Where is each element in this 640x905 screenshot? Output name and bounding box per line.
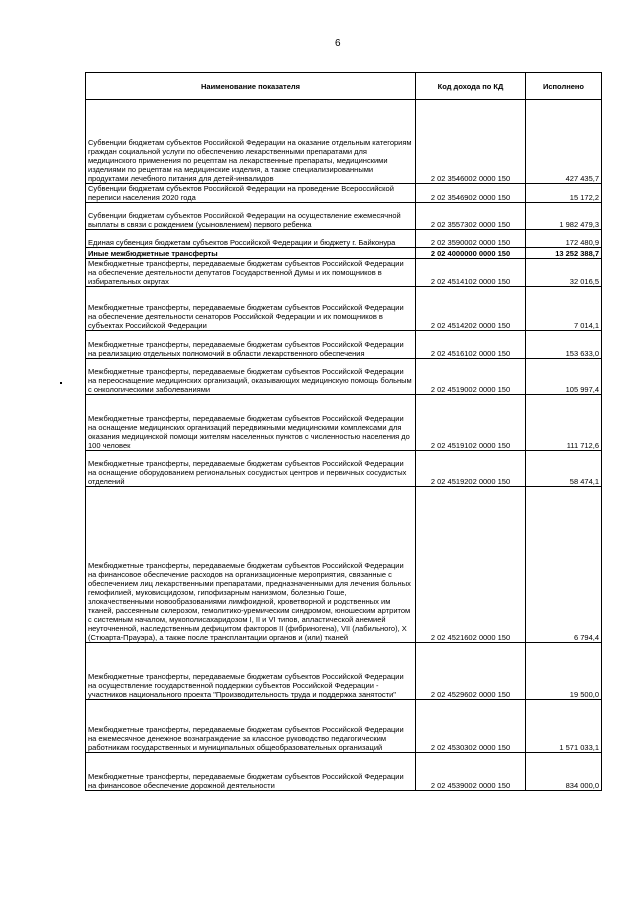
row-amount: 172 480,9 bbox=[526, 230, 602, 248]
row-name: Субвенции бюджетам субъектов Российской Федерации на оказание отдельным категориям граждан социальной услуги по обеспечению лекарственными препаратами для медицинского применения по рецептам на лекарственные препараты, медицинскими изделиями по рецептам на медицинские изделия, а также специализированными продуктами лечебного питания для детей-инвалидов bbox=[86, 100, 416, 184]
table-row bbox=[86, 203, 602, 230]
row-amount: 1 982 479,3 bbox=[526, 203, 602, 230]
row-name: Межбюджетные трансферты, передаваемые бюджетам субъектов Российской Федерации на переоснащение медицинских организаций, оказывающих медицинскую помощь больным с онкологическими заболеваниями bbox=[86, 359, 416, 395]
row-name: Межбюджетные трансферты, передаваемые бюджетам субъектов Российской Федерации на реализацию отдельных полномочий в области лекарственного обеспечения bbox=[86, 331, 416, 359]
row-code: 2 02 3546002 0000 150 bbox=[416, 100, 526, 184]
row-code: 2 02 3557302 0000 150 bbox=[416, 203, 526, 230]
row-name: Межбюджетные трансферты, передаваемые бюджетам субъектов Российской Федерации на обеспечение деятельности депутатов Государственной Думы и их помощников в избирательных округах bbox=[86, 259, 416, 287]
table-row bbox=[86, 643, 602, 700]
row-code: 2 02 4519102 0000 150 bbox=[416, 395, 526, 451]
table-row bbox=[86, 100, 602, 184]
row-code: 2 02 4521602 0000 150 bbox=[416, 487, 526, 643]
row-name: Межбюджетные трансферты, передаваемые бюджетам субъектов Российской Федерации на финансовое обеспечение дорожной деятельности bbox=[86, 753, 416, 791]
header-amount: Исполнено bbox=[526, 73, 602, 100]
row-amount: 15 172,2 bbox=[526, 184, 602, 203]
scan-speck bbox=[60, 382, 62, 384]
row-code: 2 02 4516102 0000 150 bbox=[416, 331, 526, 359]
row-amount: 32 016,5 bbox=[526, 259, 602, 287]
table-row bbox=[86, 230, 602, 248]
row-amount: 58 474,1 bbox=[526, 451, 602, 487]
table-row bbox=[86, 259, 602, 287]
table-row bbox=[86, 395, 602, 451]
table-row bbox=[86, 248, 602, 259]
row-name: Межбюджетные трансферты, передаваемые бюджетам субъектов Российской Федерации на оснащение оборудованием региональных сосудистых центров и первичных сосудистых отделений bbox=[86, 451, 416, 487]
table-row bbox=[86, 331, 602, 359]
row-code: 2 02 4514202 0000 150 bbox=[416, 287, 526, 331]
table-header-row bbox=[86, 73, 602, 100]
row-amount: 111 712,6 bbox=[526, 395, 602, 451]
row-amount: 6 794,4 bbox=[526, 487, 602, 643]
budget-table bbox=[85, 72, 602, 791]
row-amount: 19 500,0 bbox=[526, 643, 602, 700]
row-name: Межбюджетные трансферты, передаваемые бюджетам субъектов Российской Федерации на обеспечение деятельности сенаторов Российской Федерации и их помощников в субъектах Российской Федерации bbox=[86, 287, 416, 331]
table-row bbox=[86, 287, 602, 331]
row-code: 2 02 4514102 0000 150 bbox=[416, 259, 526, 287]
page-number: 6 bbox=[335, 38, 341, 49]
row-name: Единая субвенция бюджетам субъектов Российской Федерации и бюджету г. Байконура bbox=[86, 230, 416, 248]
table-row bbox=[86, 451, 602, 487]
row-code: 2 02 4519202 0000 150 bbox=[416, 451, 526, 487]
row-name: Субвенции бюджетам субъектов Российской Федерации на проведение Всероссийской переписи населения 2020 года bbox=[86, 184, 416, 203]
table-row bbox=[86, 700, 602, 753]
row-amount: 834 000,0 bbox=[526, 753, 602, 791]
row-amount: 1 571 033,1 bbox=[526, 700, 602, 753]
row-name: Межбюджетные трансферты, передаваемые бюджетам субъектов Российской Федерации на оснащение медицинских организаций передвижными медицинскими комплексами для оказания медицинской помощи жителям населенных пунктов с численностью населения до 100 человек bbox=[86, 395, 416, 451]
row-amount: 7 014,1 bbox=[526, 287, 602, 331]
row-amount: 427 435,7 bbox=[526, 100, 602, 184]
row-code: 2 02 4530302 0000 150 bbox=[416, 700, 526, 753]
row-name: Межбюджетные трансферты, передаваемые бюджетам субъектов Российской Федерации на ежемесячное денежное вознаграждение за классное руководство педагогическим работникам государственных и муниципальных общеобразовательных организаций bbox=[86, 700, 416, 753]
row-code: 2 02 4529602 0000 150 bbox=[416, 643, 526, 700]
row-amount: 153 633,0 bbox=[526, 331, 602, 359]
row-amount: 13 252 388,7 bbox=[526, 248, 602, 259]
row-code: 2 02 3590002 0000 150 bbox=[416, 230, 526, 248]
table-row bbox=[86, 487, 602, 643]
table-row bbox=[86, 753, 602, 791]
row-name: Межбюджетные трансферты, передаваемые бюджетам субъектов Российской Федерации на осуществление государственной поддержки субъектов Российской Федерации - участников национального проекта "Производительность труда и поддержка занятости" bbox=[86, 643, 416, 700]
row-amount: 105 997,4 bbox=[526, 359, 602, 395]
table-row bbox=[86, 359, 602, 395]
row-name: Иные межбюджетные трансферты bbox=[86, 248, 416, 259]
row-name: Межбюджетные трансферты, передаваемые бюджетам субъектов Российской Федерации на финансовое обеспечение расходов на организационные мероприятия, связанные с обеспечением лиц лекарственными препаратами, предназначенными для лечения больных гемофилией, муковисцидозом, гипофизарным нанизмом, болезнью Гоше, злокачественными новообразованиями лимфоидной, кроветворной и родственных им тканей, рассеянным склерозом, гемолитико-уремическим синдромом, юношеским артритом с системным началом, мукополисахаридозом I, II и VI типов, апластической анемией неуточненной, наследственным дефицитом факторов II (фибриногена), VII (лабильного), X (Стюарта-Прауэра), а также после трансплантации органов и (или) тканей bbox=[86, 487, 416, 643]
header-code: Код дохода по КД bbox=[416, 73, 526, 100]
header-name: Наименование показателя bbox=[86, 73, 416, 100]
row-name: Субвенции бюджетам субъектов Российской Федерации на осуществление ежемесячной выплаты в связи с рождением (усыновлением) первого ребенка bbox=[86, 203, 416, 230]
row-code: 2 02 4539002 0000 150 bbox=[416, 753, 526, 791]
row-code: 2 02 3546902 0000 150 bbox=[416, 184, 526, 203]
row-code: 2 02 4000000 0000 150 bbox=[416, 248, 526, 259]
table-row bbox=[86, 184, 602, 203]
row-code: 2 02 4519002 0000 150 bbox=[416, 359, 526, 395]
